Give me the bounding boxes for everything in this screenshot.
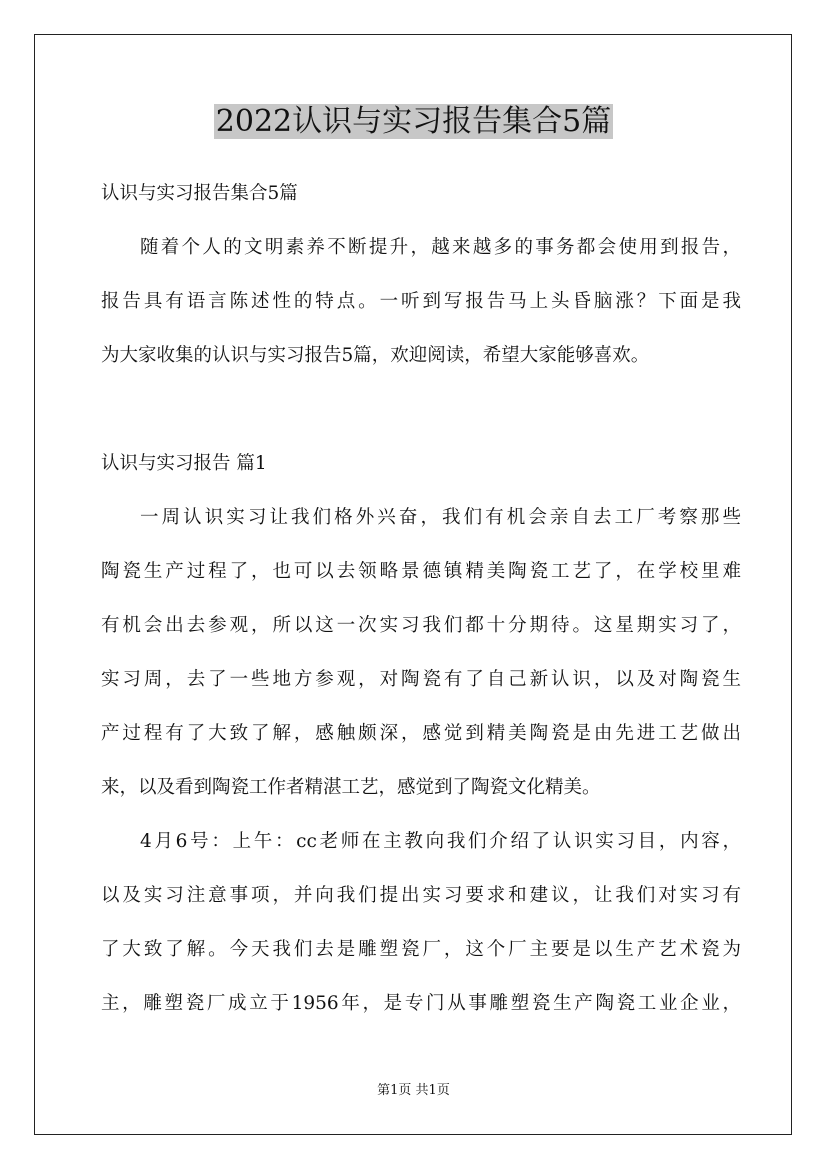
paragraph-line: 产过程有了大致了解，感触颇深，感觉到精美陶瓷是由先进工艺做出	[101, 723, 741, 744]
intro-line: 为大家收集的认识与实习报告5篇，欢迎阅读，希望大家能够喜欢。	[101, 345, 650, 366]
paragraph-line: 4月6号：上午：cc老师在主教向我们介绍了认识实习目，内容，	[140, 831, 741, 852]
paragraph-line: 有机会出去参观，所以这一次实习我们都十分期待。这星期实习了，	[101, 615, 741, 636]
intro-line: 随着个人的文明素养不断提升，越来越多的事务都会使用到报告，	[140, 237, 741, 258]
section-heading: 认识与实习报告 篇1	[101, 453, 267, 474]
paragraph-line: 以及实习注意事项，并向我们提出实习要求和建议，让我们对实习有	[101, 885, 741, 906]
paragraph-line: 实习周，去了一些地方参观，对陶瓷有了自己新认识，以及对陶瓷生	[101, 669, 741, 690]
page-footer: 第1页 共1页	[377, 1083, 450, 1098]
paragraph-line: 主，雕塑瓷厂成立于1956年，是专门从事雕塑瓷生产陶瓷工业企业，	[101, 993, 741, 1014]
document-subtitle: 认识与实习报告集合5篇	[101, 183, 298, 204]
paragraph-line: 陶瓷生产过程了，也可以去领略景德镇精美陶瓷工艺了，在学校里难	[101, 561, 741, 582]
paragraph-line: 来，以及看到陶瓷工作者精湛工艺，感觉到了陶瓷文化精美。	[101, 777, 601, 798]
document-title: 2022认识与实习报告集合5篇	[215, 104, 612, 139]
intro-line: 报告具有语言陈述性的特点。一听到写报告马上头昏脑涨？下面是我	[101, 291, 741, 312]
paragraph-line: 一周认识实习让我们格外兴奋，我们有机会亲自去工厂考察那些	[140, 507, 741, 528]
paragraph-line: 了大致了解。今天我们去是雕塑瓷厂，这个厂主要是以生产艺术瓷为	[101, 939, 741, 960]
